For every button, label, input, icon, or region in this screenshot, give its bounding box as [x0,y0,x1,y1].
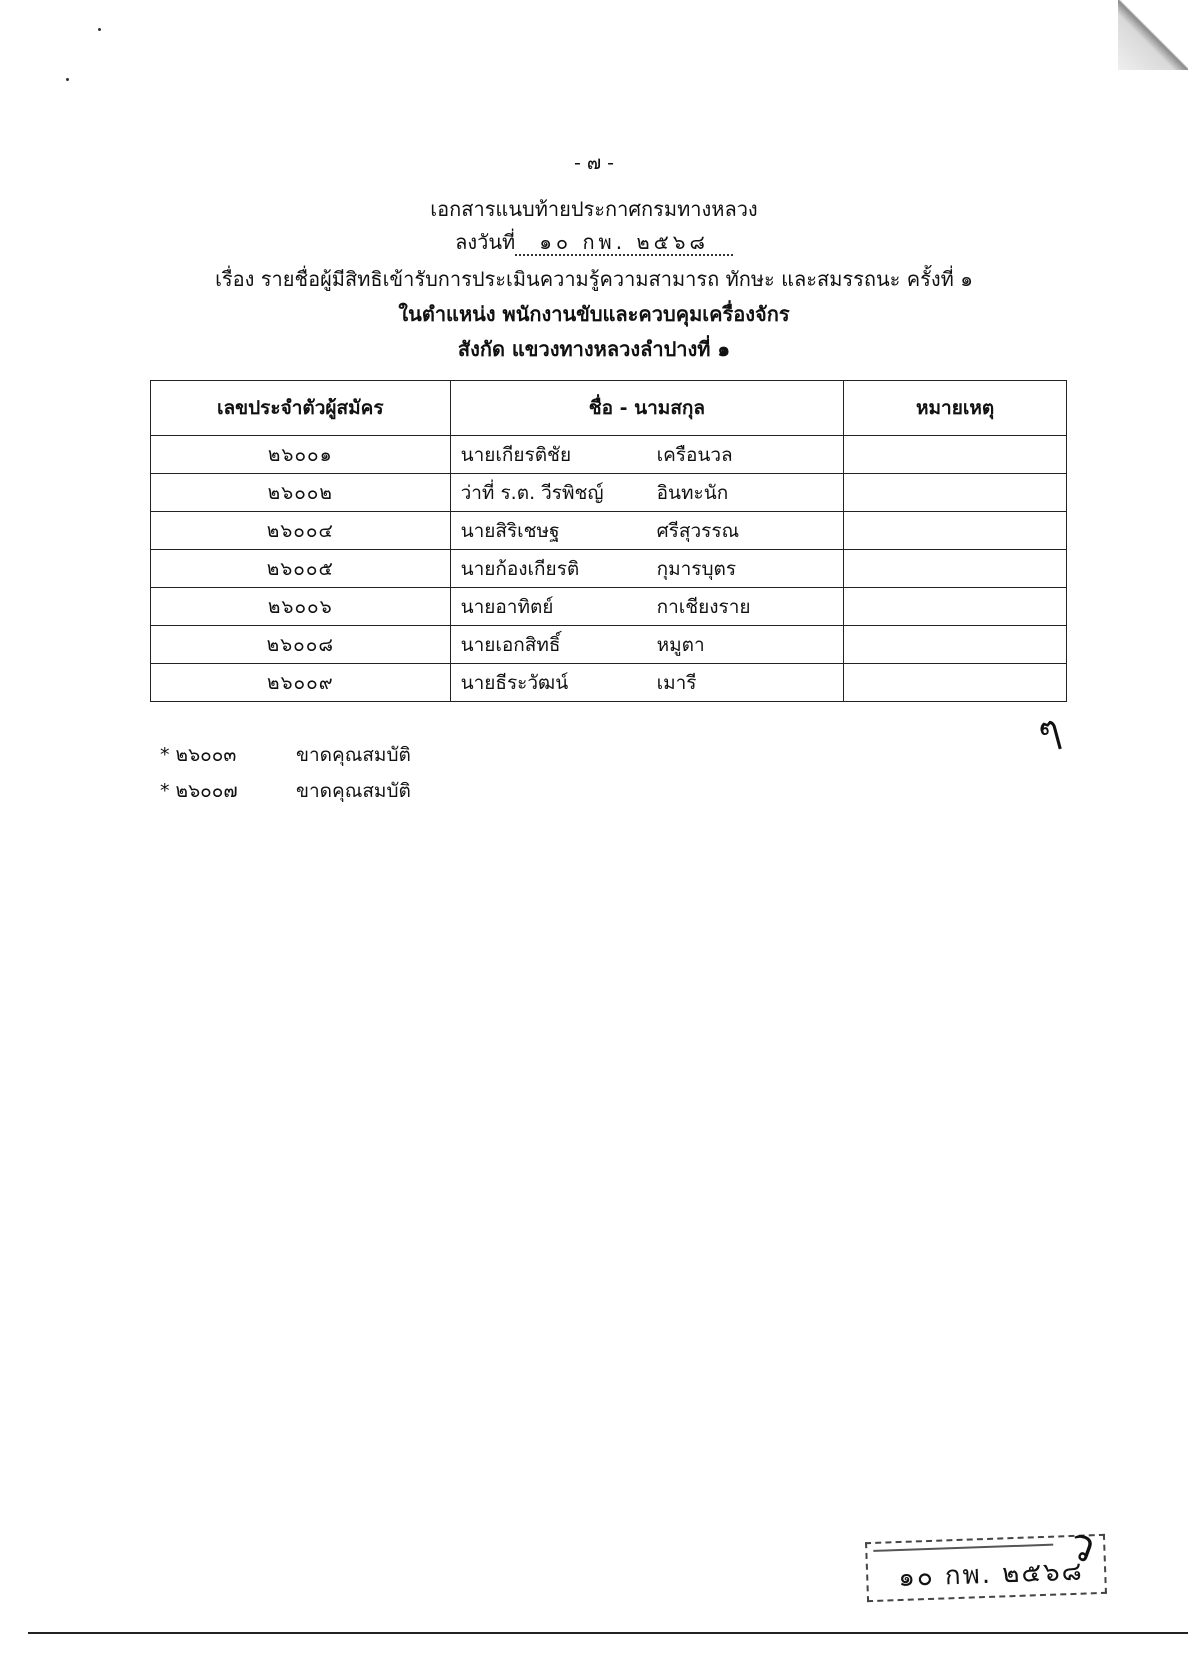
page-corner-fold [1118,0,1188,70]
first-name: นายเกียรติชัย [460,443,572,466]
applicant-name [450,664,844,702]
last-name: ศรีสุวรรณ [656,519,740,542]
table-row [151,664,1067,702]
applicant-id: ๒๖๐๐๒ [151,474,451,512]
remark [844,626,1067,664]
applicant-id: ๒๖๐๐๑ [151,436,451,474]
applicant-id: ๒๖๐๐๘ [151,626,451,664]
applicant-name [450,436,844,474]
scan-speck [98,28,101,31]
last-name: เมารี [656,671,697,694]
table-row [151,474,1067,512]
header-affiliation: สังกัด แขวงทางหลวงลำปางที่ ๑ [457,337,731,361]
table-row [151,626,1067,664]
first-name: นายธีระวัฒน์ [460,671,569,694]
table-row [151,588,1067,626]
first-name: นายเอกสิทธิ์ [460,633,561,656]
handwritten-signature: ว [1061,1517,1103,1574]
note-text: ขาดคุณสมบัติ [296,744,411,766]
remark [844,550,1067,588]
table-row [151,550,1067,588]
page-number: - ๗ - [573,152,615,174]
stamp-header-line [873,1544,1053,1552]
first-name: นายสิริเชษฐ [460,519,560,542]
table-header-row [151,381,1067,436]
disqualified-note [160,740,411,770]
bottom-rule [28,1632,1188,1634]
applicant-name [450,550,844,588]
header-line1: เอกสารแนบท้ายประกาศกรมทางหลวง [430,197,758,221]
applicant-id: ๒๖๐๐๔ [151,512,451,550]
note-text: ขาดคุณสมบัติ [296,780,411,802]
last-name: เครือนวล [656,443,733,466]
header-position: ในตำแหน่ง พนักงานขับและควบคุมเครื่องจักร [398,302,790,326]
header-date-line [0,226,1188,258]
last-name: กาเชียงราย [656,595,751,618]
note-code: * ๒๖๐๐๗ [160,780,238,802]
col-header-applicant-id: เลขประจำตัวผู้สมัคร [151,381,451,436]
table-row [151,512,1067,550]
col-header-remark: หมายเหตุ [844,381,1067,436]
first-name: ว่าที่ ร.ต. วีรพิชญ์ [460,481,604,504]
scan-speck [66,78,69,81]
applicant-name [450,474,844,512]
col-header-name: ชื่อ - นามสกุล [450,381,844,436]
applicant-name [450,588,844,626]
applicant-id: ๒๖๐๐๕ [151,550,451,588]
applicant-name [450,512,844,550]
initials-signature: ๆ [1032,705,1066,756]
last-name: หมูตา [656,633,705,656]
date-value: ๑๐ กพ. ๒๕๖๘ [515,230,733,256]
header-subject: เรื่อง รายชื่อผู้มีสิทธิเข้ารับการประเมินความรู้ความสามารถ ทักษะ และสมรรถนะ ครั้งที่ ๑ [215,267,973,291]
last-name: กุมารบุตร [656,557,737,580]
remark [844,664,1067,702]
first-name: นายอาทิตย์ [460,595,554,618]
note-code: * ๒๖๐๐๓ [160,744,237,766]
first-name: นายก้องเกียรติ [460,557,580,580]
table-row [151,436,1067,474]
remark [844,588,1067,626]
applicant-id: ๒๖๐๐๙ [151,664,451,702]
remark [844,474,1067,512]
applicant-table [150,380,1067,702]
last-name: อินทะนัก [656,481,729,504]
remark [844,436,1067,474]
remark [844,512,1067,550]
stamp-date: ๑๐ กพ. ๒๕๖๘ [897,1556,1085,1594]
applicant-name [450,626,844,664]
disqualified-note [160,776,411,806]
date-label: ลงวันที่ [455,230,516,254]
applicant-id: ๒๖๐๐๖ [151,588,451,626]
